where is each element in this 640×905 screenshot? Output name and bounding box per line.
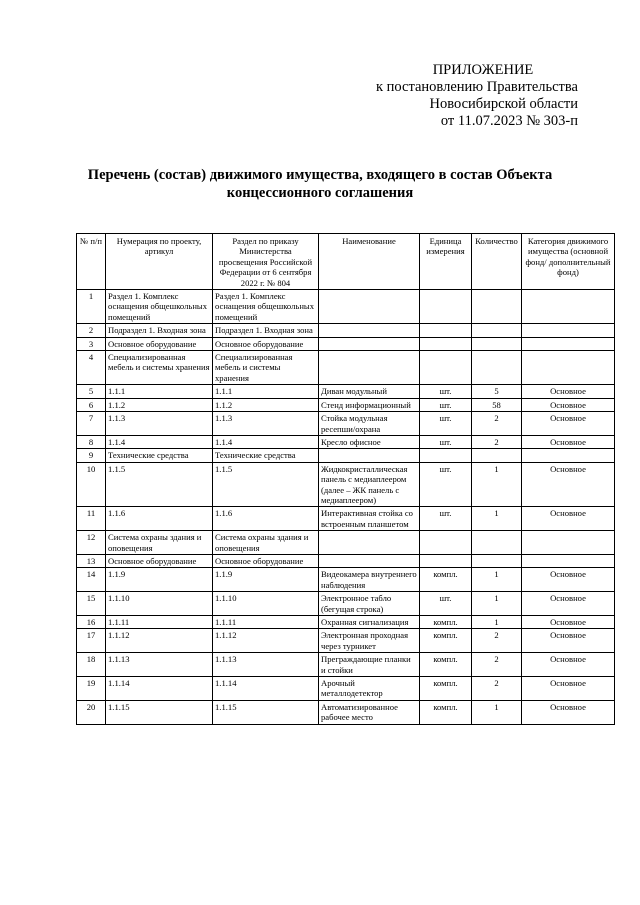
- cell-article: 1.1.6: [106, 507, 213, 531]
- cell-name: Стенд информационный: [319, 398, 420, 411]
- cell-quantity: 2: [472, 412, 522, 436]
- table-row: [77, 629, 615, 653]
- row-number: 6: [77, 398, 106, 411]
- cell-article: Система охраны здания и оповещения: [106, 531, 213, 555]
- cell-unit: шт.: [420, 385, 472, 398]
- cell-unit: [420, 554, 472, 567]
- cell-unit: [420, 337, 472, 350]
- cell-article: 1.1.14: [106, 677, 213, 701]
- table-row: [77, 592, 615, 616]
- cell-section: 1.1.9: [213, 568, 319, 592]
- decree-reference: к постановлению Правительства: [376, 79, 578, 95]
- cell-quantity: 2: [472, 629, 522, 653]
- cell-quantity: 1: [472, 592, 522, 616]
- cell-article: Раздел 1. Комплекс оснащения общешкольных помещений: [106, 290, 213, 324]
- cell-quantity: 1: [472, 700, 522, 724]
- cell-category: Основное: [522, 677, 615, 701]
- table-row: [77, 677, 615, 701]
- cell-name: Кресло офисное: [319, 435, 420, 448]
- table-row: [77, 398, 615, 411]
- cell-quantity: 5: [472, 385, 522, 398]
- cell-name: Автоматизированное рабочее место: [319, 700, 420, 724]
- cell-name: [319, 337, 420, 350]
- cell-unit: компл.: [420, 653, 472, 677]
- table-row: [77, 568, 615, 592]
- cell-article: 1.1.5: [106, 462, 213, 507]
- cell-category: Основное: [522, 507, 615, 531]
- cell-name: Диван модульный: [319, 385, 420, 398]
- row-number: 12: [77, 531, 106, 555]
- cell-quantity: [472, 290, 522, 324]
- cell-section: 1.1.12: [213, 629, 319, 653]
- cell-article: 1.1.2: [106, 398, 213, 411]
- cell-quantity: 1: [472, 462, 522, 507]
- col-header-section: Раздел по приказу Министерства просвещения Российской Федерации от 6 сентября 2022 г. № 804: [213, 234, 319, 290]
- cell-article: Подраздел 1. Входная зона: [106, 324, 213, 337]
- col-header-category: Категория движимого имущества (основной фонд/ дополнительный фонд): [522, 234, 615, 290]
- cell-section: 1.1.11: [213, 616, 319, 629]
- col-header-number: № п/п: [77, 234, 106, 290]
- cell-section: Раздел 1. Комплекс оснащения общешкольных помещений: [213, 290, 319, 324]
- cell-category: Основное: [522, 462, 615, 507]
- cell-name: [319, 290, 420, 324]
- cell-quantity: 1: [472, 568, 522, 592]
- cell-article: 1.1.12: [106, 629, 213, 653]
- cell-unit: компл.: [420, 568, 472, 592]
- row-number: 10: [77, 462, 106, 507]
- cell-article: 1.1.1: [106, 385, 213, 398]
- cell-unit: шт.: [420, 462, 472, 507]
- table-row: [77, 290, 615, 324]
- cell-name: Интерактивная стойка со встроенным планшетом: [319, 507, 420, 531]
- table-row: [77, 531, 615, 555]
- cell-category: Основное: [522, 629, 615, 653]
- cell-quantity: [472, 324, 522, 337]
- cell-section: 1.1.1: [213, 385, 319, 398]
- cell-quantity: [472, 449, 522, 462]
- cell-section: 1.1.14: [213, 677, 319, 701]
- cell-article: Основное оборудование: [106, 337, 213, 350]
- cell-unit: компл.: [420, 616, 472, 629]
- cell-section: Технические средства: [213, 449, 319, 462]
- cell-name: [319, 449, 420, 462]
- cell-quantity: [472, 554, 522, 567]
- cell-category: Основное: [522, 616, 615, 629]
- cell-category: [522, 324, 615, 337]
- property-table: [76, 233, 615, 725]
- cell-unit: шт.: [420, 412, 472, 436]
- cell-category: Основное: [522, 653, 615, 677]
- table-header-row: [77, 234, 615, 290]
- cell-article: Специализированная мебель и системы хранения: [106, 351, 213, 385]
- cell-category: [522, 290, 615, 324]
- document-title: [60, 166, 580, 202]
- table-row: [77, 554, 615, 567]
- cell-quantity: 2: [472, 435, 522, 448]
- row-number: 1: [77, 290, 106, 324]
- cell-unit: шт.: [420, 435, 472, 448]
- cell-unit: шт.: [420, 398, 472, 411]
- table-row: [77, 435, 615, 448]
- cell-section: Подраздел 1. Входная зона: [213, 324, 319, 337]
- cell-category: [522, 449, 615, 462]
- table-row: [77, 700, 615, 724]
- table-row: [77, 616, 615, 629]
- cell-section: Система охраны здания и оповещения: [213, 531, 319, 555]
- row-number: 11: [77, 507, 106, 531]
- cell-section: 1.1.5: [213, 462, 319, 507]
- cell-name: Охранная сигнализация: [319, 616, 420, 629]
- appendix-label: ПРИЛОЖЕНИЕ: [432, 62, 534, 78]
- cell-unit: компл.: [420, 700, 472, 724]
- table-row: [77, 337, 615, 350]
- cell-name: [319, 351, 420, 385]
- table-row: [77, 385, 615, 398]
- cell-category: [522, 351, 615, 385]
- col-header-name: Наименование: [319, 234, 420, 290]
- table-row: [77, 462, 615, 507]
- row-number: 2: [77, 324, 106, 337]
- title-line-2: концессионного соглашения: [226, 185, 414, 201]
- cell-unit: [420, 290, 472, 324]
- cell-section: 1.1.3: [213, 412, 319, 436]
- row-number: 16: [77, 616, 106, 629]
- cell-section: 1.1.2: [213, 398, 319, 411]
- cell-quantity: [472, 351, 522, 385]
- cell-quantity: 1: [472, 616, 522, 629]
- cell-article: 1.1.3: [106, 412, 213, 436]
- cell-article: 1.1.10: [106, 592, 213, 616]
- appendix-header: [348, 62, 578, 130]
- cell-unit: шт.: [420, 507, 472, 531]
- row-number: 19: [77, 677, 106, 701]
- cell-unit: компл.: [420, 677, 472, 701]
- cell-quantity: 58: [472, 398, 522, 411]
- title-line-1: Перечень (состав) движимого имущества, входящего в состав Объекта: [87, 167, 553, 183]
- table-row: [77, 412, 615, 436]
- cell-article: 1.1.15: [106, 700, 213, 724]
- row-number: 5: [77, 385, 106, 398]
- cell-section: Основное оборудование: [213, 337, 319, 350]
- region-name: Новосибирской области: [429, 96, 578, 112]
- row-number: 9: [77, 449, 106, 462]
- cell-category: [522, 531, 615, 555]
- table-row: [77, 351, 615, 385]
- cell-name: [319, 554, 420, 567]
- cell-name: Видеокамера внутреннего наблюдения: [319, 568, 420, 592]
- cell-article: Основное оборудование: [106, 554, 213, 567]
- cell-unit: компл.: [420, 629, 472, 653]
- cell-unit: [420, 449, 472, 462]
- col-header-quantity: Количество: [472, 234, 522, 290]
- cell-article: 1.1.13: [106, 653, 213, 677]
- row-number: 7: [77, 412, 106, 436]
- table-row: [77, 324, 615, 337]
- cell-name: Электронная проходная через турникет: [319, 629, 420, 653]
- table-row: [77, 507, 615, 531]
- cell-name: [319, 324, 420, 337]
- cell-category: Основное: [522, 592, 615, 616]
- cell-quantity: [472, 531, 522, 555]
- cell-section: 1.1.13: [213, 653, 319, 677]
- cell-unit: [420, 351, 472, 385]
- cell-name: Арочный металлодетектор: [319, 677, 420, 701]
- cell-category: Основное: [522, 700, 615, 724]
- row-number: 3: [77, 337, 106, 350]
- cell-quantity: 1: [472, 507, 522, 531]
- cell-section: 1.1.15: [213, 700, 319, 724]
- cell-category: Основное: [522, 412, 615, 436]
- cell-article: Технические средства: [106, 449, 213, 462]
- col-header-unit: Единица измерения: [420, 234, 472, 290]
- row-number: 17: [77, 629, 106, 653]
- cell-section: Специализированная мебель и системы хранения: [213, 351, 319, 385]
- row-number: 18: [77, 653, 106, 677]
- decree-date-number: от 11.07.2023 № 303-п: [440, 113, 578, 129]
- cell-quantity: [472, 337, 522, 350]
- cell-quantity: 2: [472, 677, 522, 701]
- cell-section: 1.1.10: [213, 592, 319, 616]
- cell-category: [522, 554, 615, 567]
- row-number: 20: [77, 700, 106, 724]
- cell-section: 1.1.6: [213, 507, 319, 531]
- row-number: 14: [77, 568, 106, 592]
- table-row: [77, 653, 615, 677]
- cell-category: Основное: [522, 385, 615, 398]
- cell-name: [319, 531, 420, 555]
- row-number: 13: [77, 554, 106, 567]
- col-header-article: Нумерация по проекту, артикул: [106, 234, 213, 290]
- cell-category: [522, 337, 615, 350]
- cell-article: 1.1.4: [106, 435, 213, 448]
- row-number: 4: [77, 351, 106, 385]
- row-number: 15: [77, 592, 106, 616]
- cell-category: Основное: [522, 568, 615, 592]
- cell-category: Основное: [522, 435, 615, 448]
- cell-name: Электронное табло (бегущая строка): [319, 592, 420, 616]
- cell-quantity: 2: [472, 653, 522, 677]
- cell-name: Стойка модульная ресепши/охрана: [319, 412, 420, 436]
- cell-name: Преграждающие планки и стойки: [319, 653, 420, 677]
- cell-article: 1.1.9: [106, 568, 213, 592]
- cell-name: Жидкокристаллическая панель с медиаплеером (далее – ЖК панель с медиаплеером): [319, 462, 420, 507]
- table-row: [77, 449, 615, 462]
- cell-article: 1.1.11: [106, 616, 213, 629]
- cell-unit: [420, 324, 472, 337]
- cell-section: 1.1.4: [213, 435, 319, 448]
- cell-unit: шт.: [420, 592, 472, 616]
- cell-section: Основное оборудование: [213, 554, 319, 567]
- row-number: 8: [77, 435, 106, 448]
- cell-unit: [420, 531, 472, 555]
- cell-category: Основное: [522, 398, 615, 411]
